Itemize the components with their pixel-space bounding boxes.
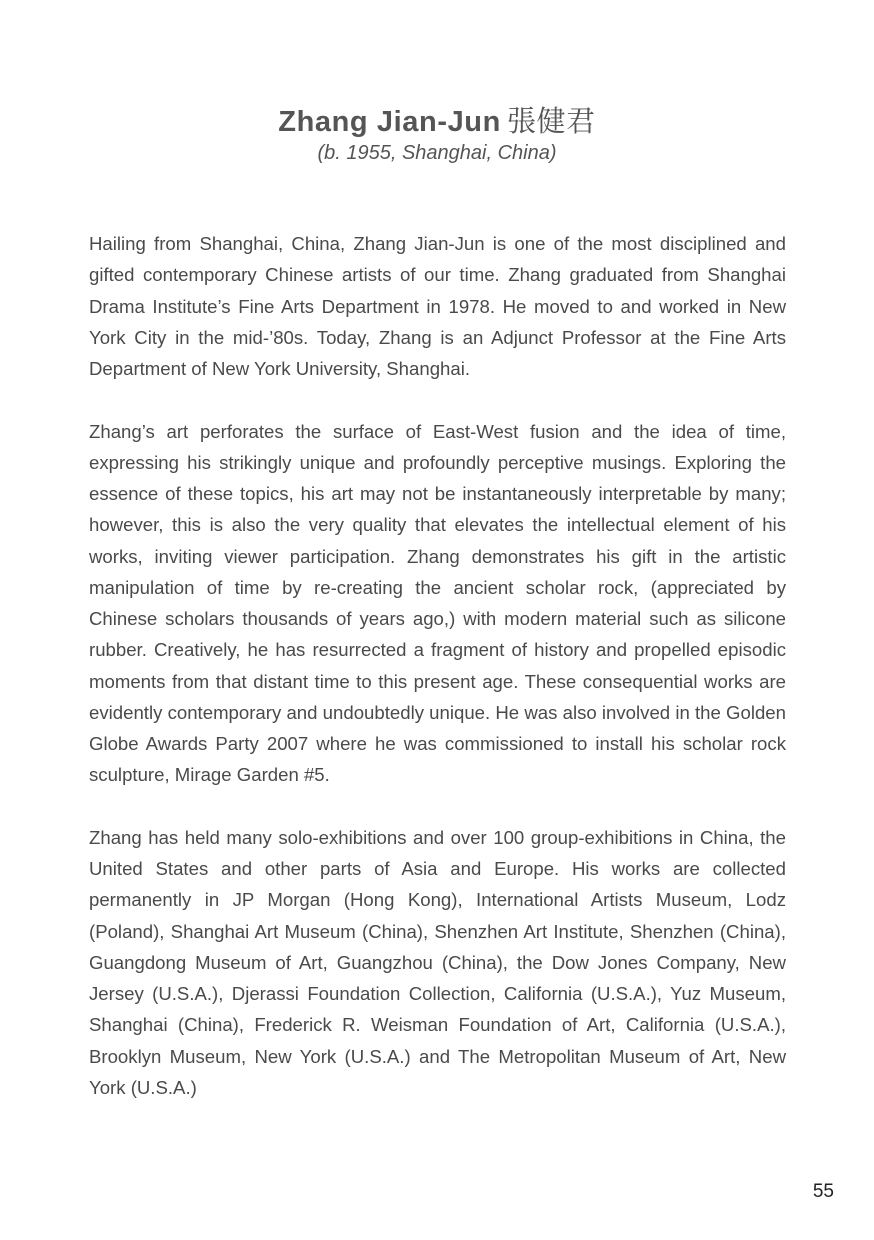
artist-title bbox=[0, 104, 874, 140]
biography-paragraph: Zhang has held many solo-exhibitions and over 100 group-exhibitions in China, the United States and other parts of Asia and Europe. His works are collected permanently in JP Morgan (Hong Kong), International Artists Museum, Lodz (Poland), Shanghai Art Museum (China), Shenzhen Art Institute, Shenzhen (China), Guangdong Museum of Art, Guangzhou (China), the Dow Jones Company, New Jersey (U.S.A.), Djerassi Foundation Collection, California (U.S.A.), Yuz Museum, Shanghai (China), Frederick R. Weisman Foundation of Art, California (U.S.A.), Brooklyn Museum, New York (U.S.A.) and The Metropolitan Museum of Art, New York (U.S.A.) bbox=[89, 826, 786, 1098]
biography-paragraph: Zhang’s art perforates the surface of East-West fusion and the idea of time, expressing his strikingly unique and profoundly perceptive musings. Exploring the essence of these topics, his art may not be instantaneously interpretable by many; however, this is also the very quality that elevates the intellectual element of his works, inviting viewer participation. Zhang demonstrates his gift in the artistic manipulation of time by re-creating the ancient scholar rock, (appreciated by Chinese scholars thousands of years ago,) with modern material such as silicone rubber. Creatively, he has resurrected a fragment of history and propelled episodic moments from that distant time to this present age. These consequential works are evidently contemporary and undoubtedly unique. He was also involved in the Golden Globe Awards Party 2007 where he was commissioned to install his scholar rock sculpture, Mirage Garden #5. bbox=[89, 420, 786, 786]
biography-text bbox=[89, 228, 786, 1134]
page-number: 55 bbox=[812, 1181, 834, 1202]
biography-paragraph: Hailing from Shanghai, China, Zhang Jian-Jun is one of the most disciplined and gifted contemporary Chinese artists of our time. Zhang graduated from Shanghai Drama Institute’s Fine Arts Department in 1978. He moved to and worked in New York City in the mid-’80s. Today, Zhang is an Adjunct Professor at the Fine Arts Department of New York University, Shanghai. bbox=[89, 233, 786, 379]
artist-birth-info: (b. 1955, Shanghai, China) bbox=[317, 142, 557, 164]
artist-name-chinese: 張健君 bbox=[506, 106, 596, 138]
page-header bbox=[0, 104, 874, 166]
artist-name: Zhang Jian-Jun bbox=[278, 106, 501, 138]
